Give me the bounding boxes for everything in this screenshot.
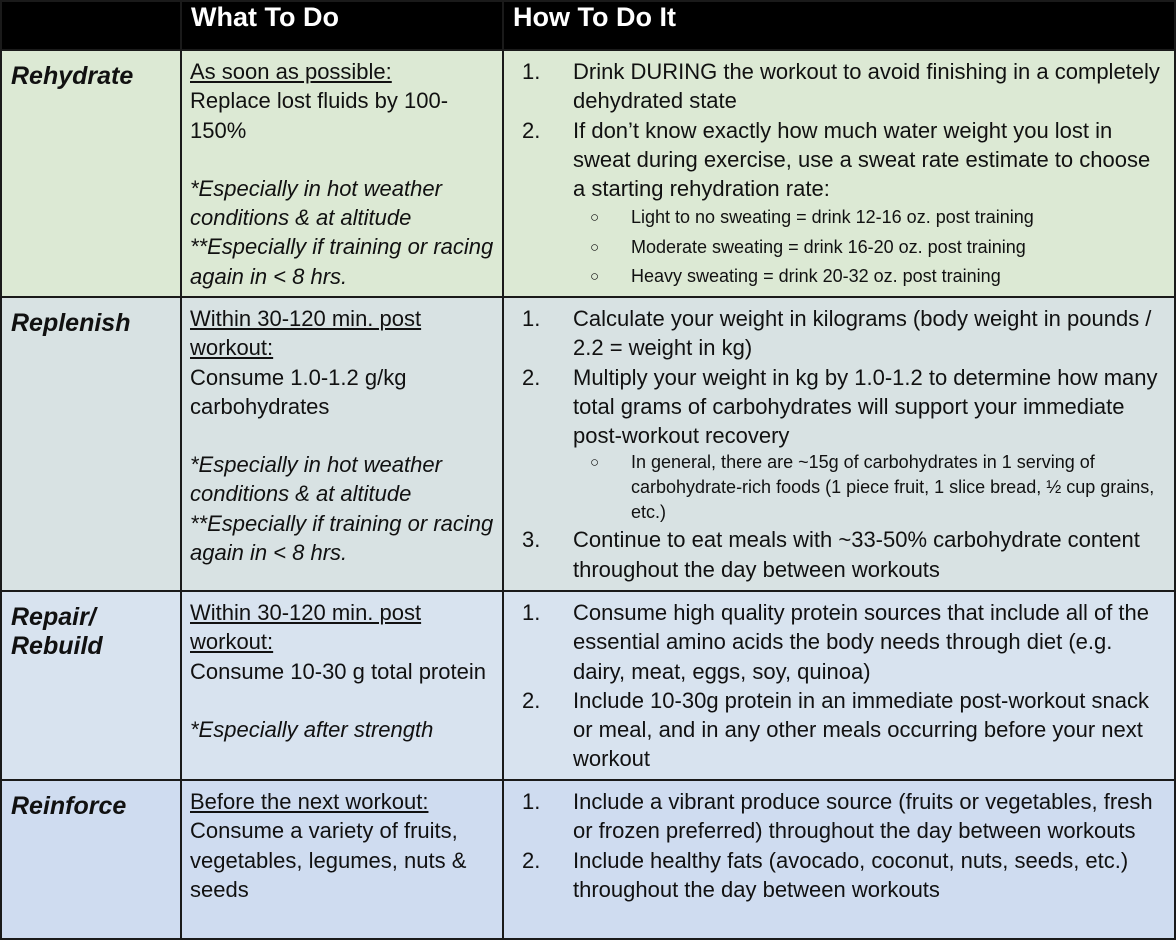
note-text: *Especially in hot weather conditions & at altitude: [190, 452, 442, 507]
header-how-to-do-it: How To Do It: [503, 1, 1175, 50]
sub-list: [573, 450, 1160, 525]
how-to-do-it-cell: [503, 50, 1175, 297]
what-to-do-cell: [181, 50, 503, 297]
timing-text: Within 30-120 min. post workout:: [190, 600, 422, 655]
circle-bullet-icon: ○: [590, 268, 600, 286]
timing-text: Before the next workout:: [190, 789, 429, 814]
note-text: *Especially in hot weather conditions & at altitude: [190, 175, 442, 231]
header-what-to-do: What To Do: [181, 1, 503, 50]
action-text: Consume 1.0-1.2 g/kg carbohydrates: [190, 364, 407, 419]
circle-bullet-icon: ○: [590, 209, 600, 227]
row-label: Reinforce: [1, 780, 181, 939]
circle-bullet-icon: ○: [590, 238, 600, 256]
list-item: 2. If don’t know exactly how much water weight you lost in sweat during exercise, use a sweat rate estimate to choose a starting rehydration rate: ○ Light to no sweating = drink 12-16 oz. post training ○ Moderate sweating = drink 16-20 oz. post training ○ Heavy sweating = drink 20-32 oz. post training: [522, 116, 1160, 292]
note-text: *Especially after strength: [190, 716, 434, 742]
row-reinforce: [1, 780, 1175, 939]
list-item: 3. Continue to eat meals with ~33-50% carbohydrate content throughout the day between workouts: [522, 527, 1140, 582]
sub-list: [573, 203, 1160, 292]
list-item: 2. Include 10-30g protein in an immediate post-workout snack or meal, and in any other meals occurring before your next workout: [522, 687, 1149, 772]
step-list: [522, 598, 1160, 774]
how-to-do-it-cell: [503, 297, 1175, 591]
list-item: 1. Include a vibrant produce source (fruits or vegetables, fresh or frozen preferred) throughout the day between workouts: [522, 789, 1153, 844]
sub-list-item: ○ In general, there are ~15g of carbohydrates in 1 serving of carbohydrate-rich foods (1 piece fruit, 1 slice bread, ½ cup grains, etc.): [590, 452, 1155, 523]
list-item: 2. Multiply your weight in kg by 1.0-1.2 to determine how many total grams of carbohydrates will support your immediate post-workout recovery ○ In general, there are ~15g of carbohydrates in 1 serving of carbohydrate-rich foods (1 piece fruit, 1 slice bread, ½ cup grains, etc.): [522, 363, 1160, 526]
step-list: [522, 57, 1160, 292]
row-rehydrate: [1, 50, 1175, 297]
circle-bullet-icon: ○: [590, 454, 600, 472]
header-blank: [1, 1, 181, 50]
note-text: **Especially if training or racing again in < 8 hrs.: [190, 234, 494, 289]
list-item: 1. Drink DURING the workout to avoid finishing in a completely dehydrated state: [522, 59, 1160, 114]
list-item: 1. Calculate your weight in kilograms (body weight in pounds / 2.2 = weight in kg): [522, 306, 1152, 361]
how-to-do-it-cell: [503, 780, 1175, 939]
list-item: 1. Consume high quality protein sources that include all of the essential amino acids the body needs through diet (e.g. dairy, meat, eggs, soy, quinoa): [522, 600, 1150, 684]
note-text: **Especially if training or racing again in < 8 hrs.: [190, 510, 494, 566]
row-label: Replenish: [1, 297, 181, 591]
step-list: [522, 304, 1160, 584]
row-label: Rehydrate: [1, 50, 181, 297]
what-to-do-cell: [181, 591, 503, 780]
timing-text: Within 30-120 min. post workout:: [190, 306, 422, 361]
row-repair-rebuild: [1, 591, 1175, 780]
row-replenish: [1, 297, 1175, 591]
action-text: Consume 10-30 g total protein: [190, 658, 486, 684]
what-to-do-cell: [181, 297, 503, 591]
action-text: Consume a variety of fruits, vegetables, legumes, nuts & seeds: [190, 818, 467, 902]
timing-text: As soon as possible:: [190, 59, 392, 84]
how-to-do-it-cell: [503, 591, 1175, 780]
action-text: Replace lost fluids by 100-150%: [190, 88, 449, 143]
what-to-do-cell: [181, 780, 503, 939]
step-list: [522, 787, 1160, 904]
sub-list-item: ○ Heavy sweating = drink 20-32 oz. post training: [573, 262, 1160, 292]
row-label: Repair/ Rebuild: [1, 591, 181, 780]
sub-list-item: ○ Light to no sweating = drink 12-16 oz. post training: [573, 203, 1160, 233]
list-item: 2. Include healthy fats (avocado, coconut, nuts, seeds, etc.) throughout the day between workouts: [522, 847, 1129, 902]
sub-list-item: ○ Moderate sweating = drink 16-20 oz. post training: [573, 233, 1160, 263]
header-row: [1, 1, 1175, 50]
